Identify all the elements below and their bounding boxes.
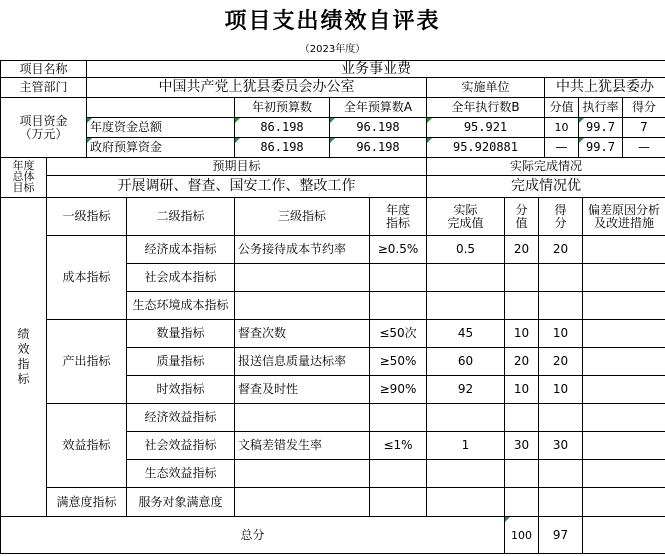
actual-completion-header: 实际完成情况	[427, 158, 665, 176]
output-indicators-label: 产出指标	[47, 320, 127, 404]
service-satisfaction-reason	[583, 488, 665, 517]
social-cost-lvl3	[235, 264, 370, 292]
gov-funds-label: 政府预算资金	[87, 138, 235, 158]
col-exec-rate: 执行率	[579, 98, 623, 118]
performance-indicators-label: 绩 效 指 标	[0, 198, 47, 517]
project-name-value: 业务事业费	[87, 60, 665, 78]
col-score: 分值	[545, 98, 579, 118]
timeliness-indicator-reason	[583, 376, 665, 404]
quantity-indicator-reason	[583, 320, 665, 348]
gov-funds-score: —	[545, 138, 579, 158]
economic-cost-actual: 0.5	[427, 236, 505, 264]
annual-total-exec: 95.921	[427, 118, 545, 138]
eco-env-cost-got	[539, 292, 583, 320]
service-satisfaction-label: 服务对象满意度	[127, 488, 235, 517]
satisfaction-indicators-label: 满意度指标	[47, 488, 127, 517]
economic-benefit-target	[370, 404, 427, 432]
funds-header-blank	[87, 98, 235, 118]
quality-indicator-got: 20	[539, 348, 583, 376]
eco-env-cost-label: 生态环境成本指标	[127, 292, 235, 320]
eco-benefit-label: 生态效益指标	[127, 460, 235, 488]
social-benefit-got: 30	[539, 432, 583, 460]
expected-goal-value: 开展调研、督查、国安工作、整改工作	[47, 176, 427, 198]
social-cost-target	[370, 264, 427, 292]
eco-env-cost-target	[370, 292, 427, 320]
annual-goal-label: 年度 总体 目标	[0, 158, 47, 198]
col-got-score: 得分	[623, 98, 665, 118]
eco-env-cost-lvl3	[235, 292, 370, 320]
eco-benefit-got	[539, 460, 583, 488]
actual-completion-value: 完成情况优	[427, 176, 665, 198]
department-label: 主管部门	[0, 78, 87, 98]
annual-total-rate: 99.7	[579, 118, 623, 138]
quantity-indicator-actual: 45	[427, 320, 505, 348]
header-score: 分 值	[505, 198, 539, 236]
total-got-score: 97	[539, 517, 583, 554]
eco-benefit-actual	[427, 460, 505, 488]
annual-total-score: 10	[545, 118, 579, 138]
social-benefit-score: 30	[505, 432, 539, 460]
economic-cost-lvl3: 公务接待成本节约率	[235, 236, 370, 264]
gov-funds-exec: 95.920881	[427, 138, 545, 158]
economic-benefit-reason	[583, 404, 665, 432]
social-cost-got	[539, 264, 583, 292]
social-benefit-actual: 1	[427, 432, 505, 460]
economic-benefit-lvl3	[235, 404, 370, 432]
service-satisfaction-actual	[427, 488, 505, 517]
economic-cost-reason	[583, 236, 665, 264]
quality-indicator-target: ≥50%	[370, 348, 427, 376]
service-satisfaction-target	[370, 488, 427, 517]
quantity-indicator-got: 10	[539, 320, 583, 348]
funds-label: 项目资金 （万元）	[0, 98, 87, 158]
economic-cost-score: 20	[505, 236, 539, 264]
department-value: 中国共产党上犹县委员会办公室	[87, 78, 427, 98]
project-name-label: 项目名称	[0, 60, 87, 78]
eco-env-cost-actual	[427, 292, 505, 320]
annual-total-initial: 86.198	[235, 118, 330, 138]
quality-indicator-label: 质量指标	[127, 348, 235, 376]
header-got-score: 得 分	[539, 198, 583, 236]
eco-benefit-reason	[583, 460, 665, 488]
social-benefit-lvl3: 文稿差错发生率	[235, 432, 370, 460]
gov-funds-initial: 86.198	[235, 138, 330, 158]
timeliness-indicator-actual: 92	[427, 376, 505, 404]
economic-cost-label: 经济成本指标	[127, 236, 235, 264]
impl-unit-value: 中共上犹县委办	[545, 78, 665, 98]
annual-total-full: 96.198	[330, 118, 427, 138]
total-reason	[583, 517, 665, 554]
col-initial-budget: 年初预算数	[235, 98, 330, 118]
timeliness-indicator-got: 10	[539, 376, 583, 404]
quality-indicator-lvl3: 报送信息质量达标率	[235, 348, 370, 376]
social-cost-reason	[583, 264, 665, 292]
economic-cost-got: 20	[539, 236, 583, 264]
timeliness-indicator-score: 10	[505, 376, 539, 404]
gov-funds-full: 96.198	[330, 138, 427, 158]
header-level1: 一级指标	[47, 198, 127, 236]
header-level2: 二级指标	[127, 198, 235, 236]
economic-benefit-label: 经济效益指标	[127, 404, 235, 432]
benefit-indicators-label: 效益指标	[47, 404, 127, 488]
year-label: （2023年度）	[299, 44, 366, 55]
economic-benefit-score	[505, 404, 539, 432]
social-benefit-target: ≤1%	[370, 432, 427, 460]
economic-benefit-actual	[427, 404, 505, 432]
social-cost-actual	[427, 264, 505, 292]
economic-benefit-got	[539, 404, 583, 432]
quantity-indicator-label: 数量指标	[127, 320, 235, 348]
gov-funds-got: —	[623, 138, 665, 158]
annual-total-label: 年度资金总额	[87, 118, 235, 138]
social-cost-label: 社会成本指标	[127, 264, 235, 292]
quantity-indicator-score: 10	[505, 320, 539, 348]
eco-env-cost-score	[505, 292, 539, 320]
header-actual-value: 实际 完成值	[427, 198, 505, 236]
header-annual-target: 年度 指标	[370, 198, 427, 236]
timeliness-indicator-target: ≥90%	[370, 376, 427, 404]
header-level3: 三级指标	[235, 198, 370, 236]
header-deviation-reason: 偏差原因分析 及改进措施	[583, 198, 665, 236]
eco-benefit-lvl3	[235, 460, 370, 488]
timeliness-indicator-label: 时效指标	[127, 376, 235, 404]
total-score: 100	[505, 517, 539, 554]
page-title: 项目支出绩效自评表	[224, 8, 441, 34]
quality-indicator-reason	[583, 348, 665, 376]
social-benefit-label: 社会效益指标	[127, 432, 235, 460]
expected-goal-header: 预期目标	[47, 158, 427, 176]
service-satisfaction-score	[505, 488, 539, 517]
quantity-indicator-target: ≤50次	[370, 320, 427, 348]
eco-env-cost-reason	[583, 292, 665, 320]
service-satisfaction-lvl3	[235, 488, 370, 517]
timeliness-indicator-lvl3: 督查及时性	[235, 376, 370, 404]
quantity-indicator-lvl3: 督查次数	[235, 320, 370, 348]
col-execution: 全年执行数B	[427, 98, 545, 118]
annual-total-got: 7	[623, 118, 665, 138]
eco-benefit-score	[505, 460, 539, 488]
impl-unit-label: 实施单位	[427, 78, 545, 98]
service-satisfaction-got	[539, 488, 583, 517]
col-full-budget: 全年预算数A	[330, 98, 427, 118]
total-label: 总分	[0, 517, 505, 554]
social-cost-score	[505, 264, 539, 292]
eco-benefit-target	[370, 460, 427, 488]
social-benefit-reason	[583, 432, 665, 460]
cost-indicators-label: 成本指标	[47, 236, 127, 320]
quality-indicator-score: 20	[505, 348, 539, 376]
quality-indicator-actual: 60	[427, 348, 505, 376]
economic-cost-target: ≥0.5%	[370, 236, 427, 264]
gov-funds-rate: 99.7	[579, 138, 623, 158]
